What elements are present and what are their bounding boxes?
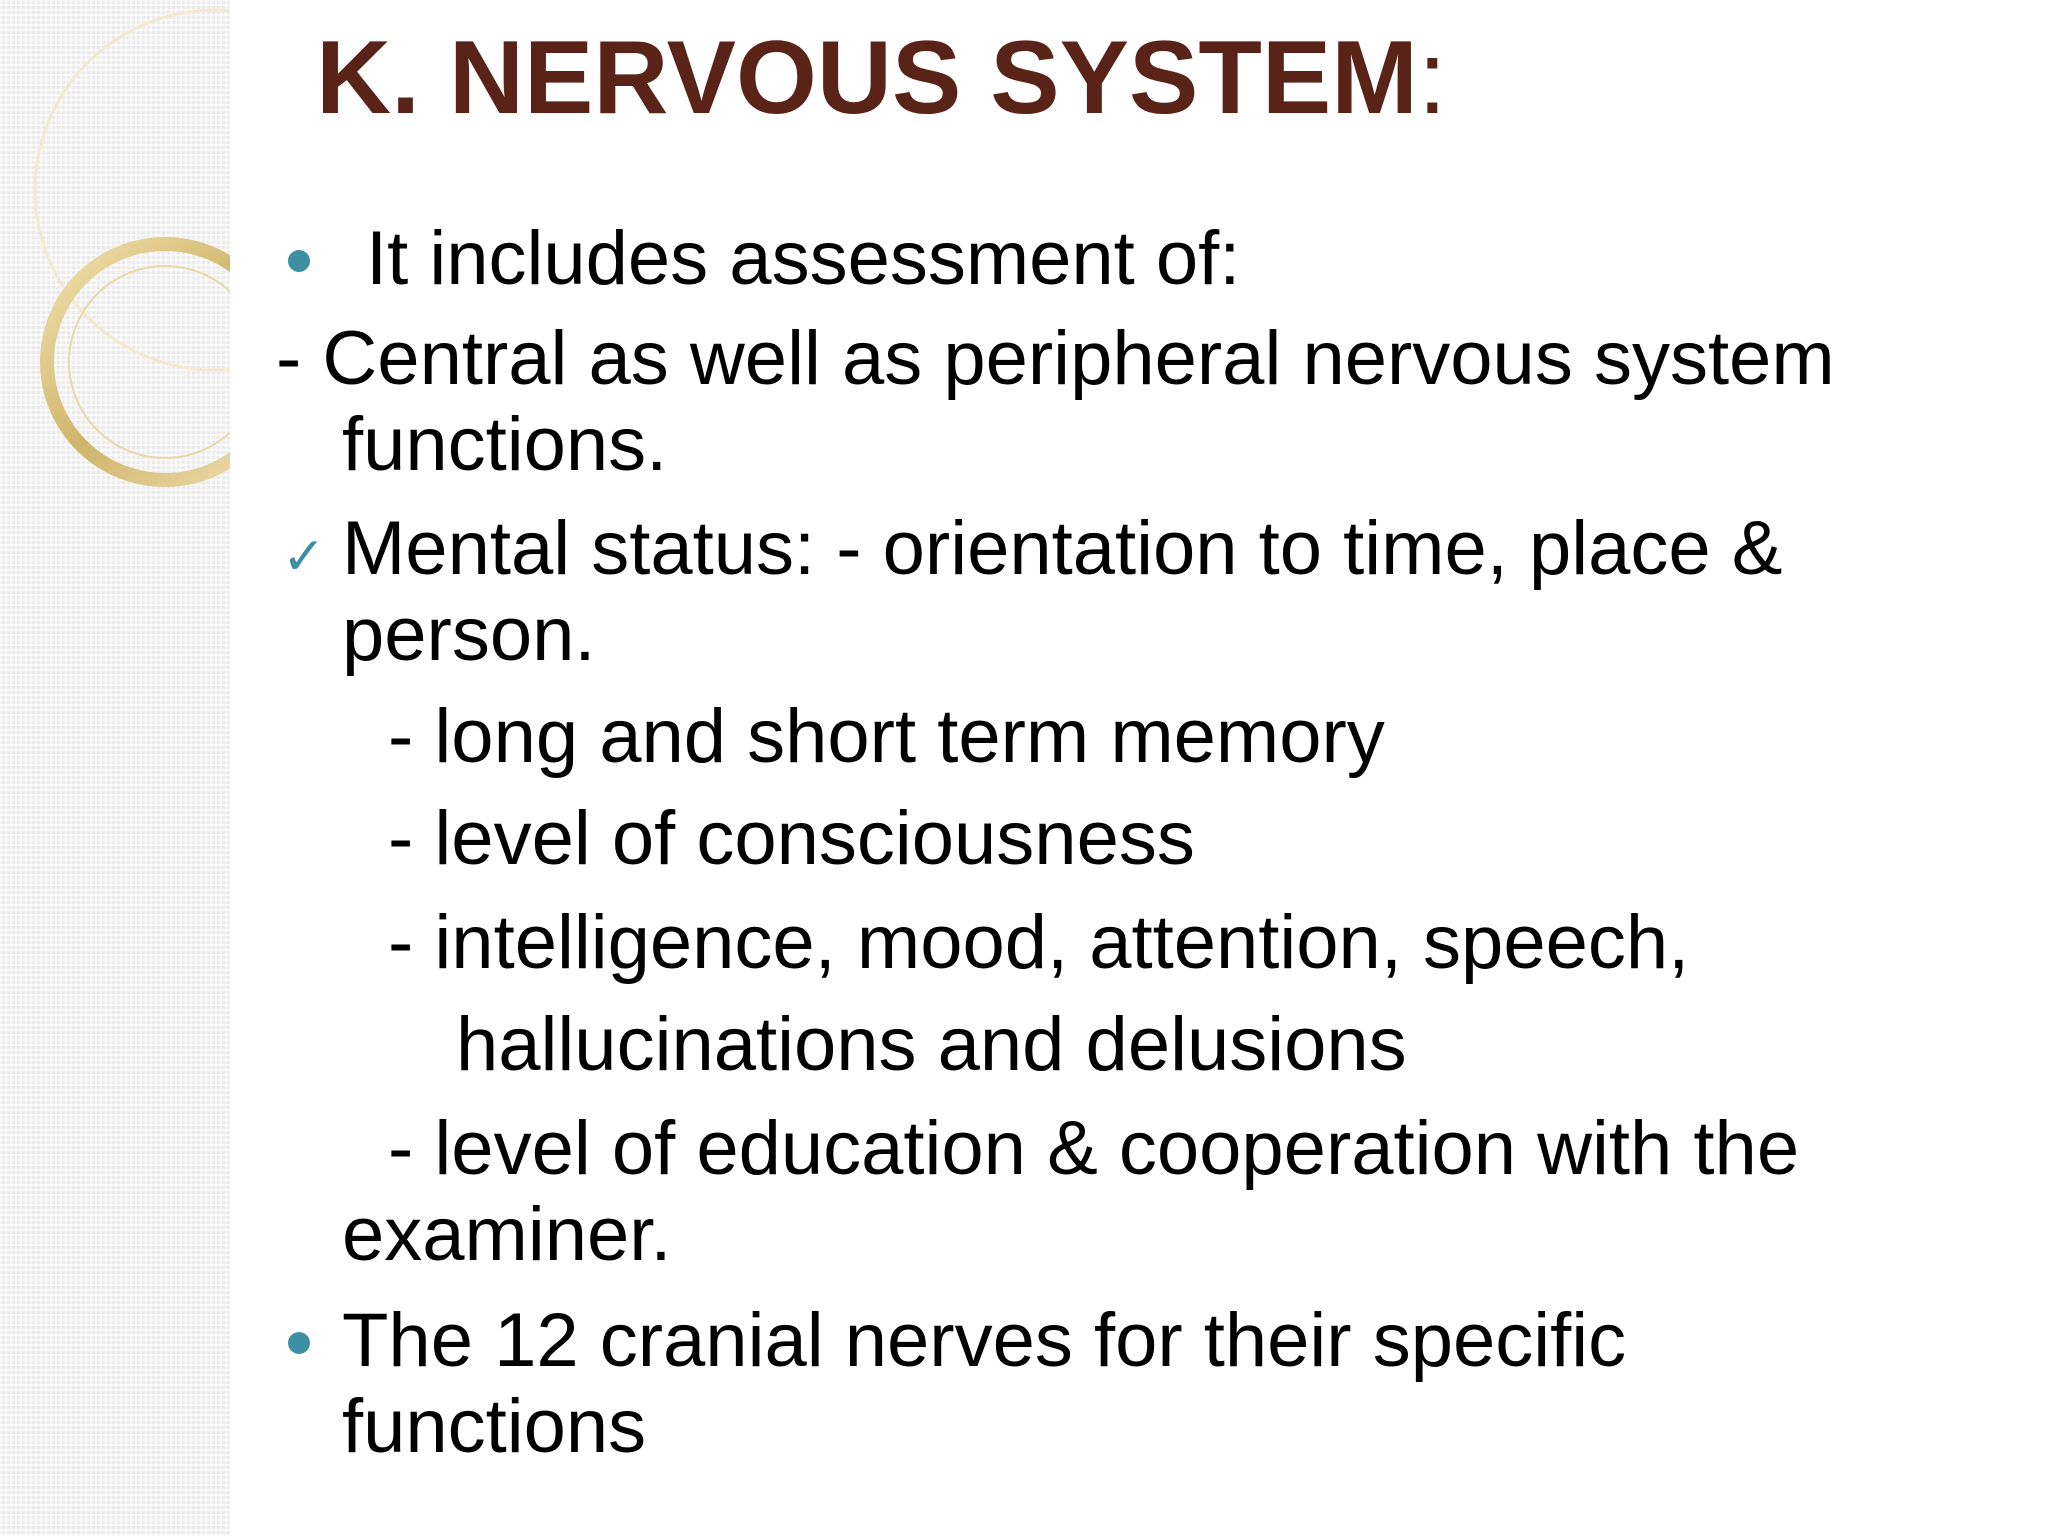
- sub-line-central-peripheral: - Central as well as peripheral nervous system: [276, 316, 1835, 401]
- bullet-dot-icon: [288, 1332, 310, 1354]
- title-colon: :: [1417, 20, 1447, 136]
- title-text: K. NERVOUS SYSTEM: [316, 20, 1418, 136]
- gold-rings-decoration: [0, 0, 230, 520]
- sub-line-examiner: examiner.: [342, 1192, 672, 1277]
- sub-line-functions: functions.: [342, 402, 668, 487]
- checkmark-icon: ✓: [282, 528, 326, 586]
- sub-line-consciousness: - level of consciousness: [388, 796, 1195, 881]
- check-line-person: person.: [342, 592, 596, 677]
- bullet-line-intro: It includes assessment of:: [366, 216, 1241, 301]
- bullet-dot-icon: [288, 250, 310, 272]
- bullet-line-cranial-nerves: The 12 cranial nerves for their specific: [342, 1298, 1627, 1383]
- bullet-line-functions: functions: [342, 1384, 647, 1469]
- check-line-mental-status: Mental status: - orientation to time, place &: [342, 506, 1783, 591]
- sub-line-hallucinations: hallucinations and delusions: [456, 1002, 1407, 1087]
- sub-line-memory: - long and short term memory: [388, 694, 1385, 779]
- slide-title: [316, 18, 1447, 138]
- sub-line-intelligence: - intelligence, mood, attention, speech,: [388, 900, 1690, 985]
- sub-line-education: - level of education & cooperation with the: [388, 1106, 1800, 1191]
